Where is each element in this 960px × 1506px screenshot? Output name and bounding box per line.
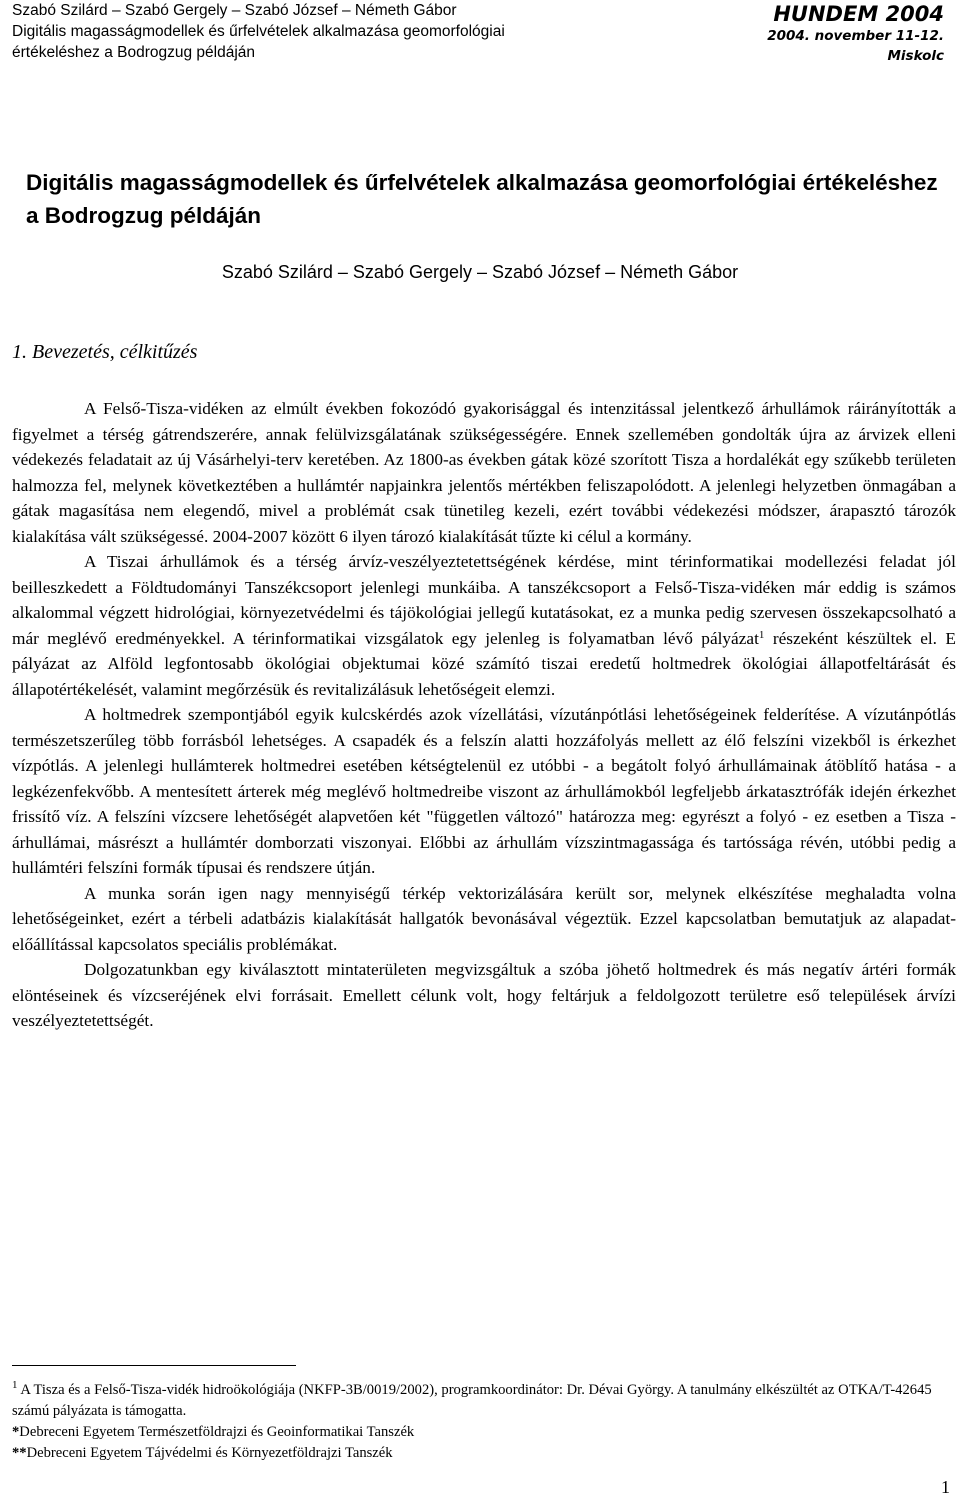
footnote-1-marker: 1	[12, 1379, 18, 1391]
affiliation-2	[12, 1443, 952, 1464]
footnote-reference: 1	[758, 628, 765, 641]
body-text	[12, 396, 956, 1034]
section-heading: 1. Bevezetés, célkitűzés	[12, 341, 198, 363]
paper-title: Digitális magasságmodellek és űrfelvételek alkalmazása geomorfológiai értékeléshez a Bodrogzug példáján	[26, 170, 938, 228]
conference-name: HUNDEM 2004	[773, 2, 944, 26]
conference-place: Miskolc	[887, 48, 944, 64]
paragraph-2	[12, 549, 956, 702]
footnote-1-text: A Tisza és a Felső-Tisza-vidék hidroökológiája (NKFP-3B/0019/2002), programkoordinátor: Dr. Dévai György. A tanulmány elkészültét az OTKA/T-42645 számú pályázata is támogatta.	[12, 1382, 932, 1419]
footnotes	[12, 1374, 952, 1464]
paragraph-1: A Felső-Tisza-vidéken az elmúlt években fokozódó gyakorisággal és intenzitással jelentkező árhullámok ráirányították a figyelmet a térség gátrendszerére, annak felülvizsgálatának szükségességére. Ennek szellemében gondolták újra az árvizek elleni védekezés feladatait az új Vásárhelyi-terv keretében. Az 1800-as években gátak közé szorított Tisza a hordalékát egy szűkebb területen halmozza fel, melynek következtében a hullámtér napjainkra jelentős mértékben feliszapolódott. A jelenlegi helyzetben önmagában a gátak magasítása nem elegendő, mivel a problémát csak tünetileg kezeli, ezért további védekezési módszer, árapasztó tározók kialakítása vált szükségessé. 2004-2007 között 6 ilyen tározó kialakítását tűzte ki célul a kormány.	[12, 399, 956, 546]
paragraph-5: Dolgozatunkban egy kiválasztott mintaterületen megvizsgáltuk a szóba jöhető holtmedrek és más negatív ártéri formák elöntéseinek és vízcseréjének elvi forrásait. Emellett célunk volt, hogy feltárjuk a feldolgozott területre eső települések árvízi veszélyeztetettségét.	[12, 960, 956, 1030]
footnote-separator	[12, 1365, 296, 1366]
affiliation-2-text: Debreceni Egyetem Tájvédelmi és Környezetföldrajzi Tanszék	[26, 1445, 393, 1461]
running-header	[12, 0, 652, 63]
conference-info	[767, 2, 944, 66]
conference-date: 2004. november 11-12.	[767, 28, 944, 44]
footnote-1	[12, 1374, 952, 1422]
page-number: 1	[941, 1477, 950, 1497]
header-title-line1: Digitális magasságmodellek és űrfelvételek alkalmazása geomorfológiai	[12, 23, 505, 40]
paragraph-2-part-a: A Tiszai árhullámok és a térség árvíz-veszélyeztetettségének kérdése, mint térinformatikai modellezési feladat jól beilleszkedett a Földtudományi Tanszékcsoport jelenlegi munkáiba. A tanszékcsoport a Felső-Tisza-vidéken már eddig is számos alkalommal végzett hidrológiai, környezetvédelmi és tájökológiai jellegű kutatásokat, ez a munka pedig szervesen összekapcsolható a már meglévő eredményekkel. A térinformatikai vizsgálatok egy jelenleg is folyamatban lévő pályázat	[12, 552, 956, 648]
header-authors: Szabó Szilárd – Szabó Gergely – Szabó József – Németh Gábor	[12, 2, 457, 19]
affiliation-1-marker: *	[12, 1424, 20, 1440]
affiliation-1	[12, 1422, 952, 1443]
paper-authors: Szabó Szilárd – Szabó Gergely – Szabó József – Németh Gábor	[221, 262, 739, 282]
affiliation-2-marker: **	[12, 1445, 27, 1461]
paragraph-4: A munka során igen nagy mennyiségű térkép vektorizálására került sor, melynek elkészítése meghaladta volna lehetőségeinket, ezért a térbeli adatbázis kialakítását hallgatók bevonásával végeztük. Ezzel kapcsolatban bemutatjuk az alapadat-előállítással kapcsolatos speciális problémákat.	[12, 883, 956, 954]
affiliation-1-text: Debreceni Egyetem Természetföldrajzi és Geoinformatikai Tanszék	[19, 1424, 415, 1440]
paragraph-3: A holtmedrek szempontjából egyik kulcskérdés azok vízellátási, vízutánpótlási lehetőségeinek felderítése. A vízutánpótlás természetszerűleg több forrásból lehetséges. A csapadék és a felszín alatti hozzáfolyás mellett az élő felszíni vizekből is érkezhet vízpótlás. A jelenlegi hullámterek holtmedrei esetében kétségtelenül ez utóbbi - a begátolt folyó árhullámainak átöblítő hatása - a legkézenfekvőbb. A mentesített árterek még meglévő holtmedreibe viszont az árhullámokból legfeljebb árkatasztrófák idején érkezhet frissítő víz. A felszíni vízcsere lehetőségét alapvetően két "független változó" határozza meg: egyrészt a folyó - ez esetben a Tisza - árhullámai, másrészt a hullámtér domborzati viszonyai. Előbbi az árhullám vízszintmagassága és tartóssága révén, utóbbi pedig a hullámtéri felszíni formák típusai és rendszere útján.	[12, 705, 956, 877]
paragraph-2-part-b: részeként készültek el. E pályázat az Alföld legfontosabb ökológiai objektumai közé számító tiszai eredetű holtmedrek ökológiai állapotfeltárását és állapotértékelését, valamint megőrzésük és revitalizálásuk lehetőségeit elemzi.	[12, 628, 956, 699]
header-title-line2: értékeléshez a Bodrogzug példáján	[12, 44, 256, 61]
